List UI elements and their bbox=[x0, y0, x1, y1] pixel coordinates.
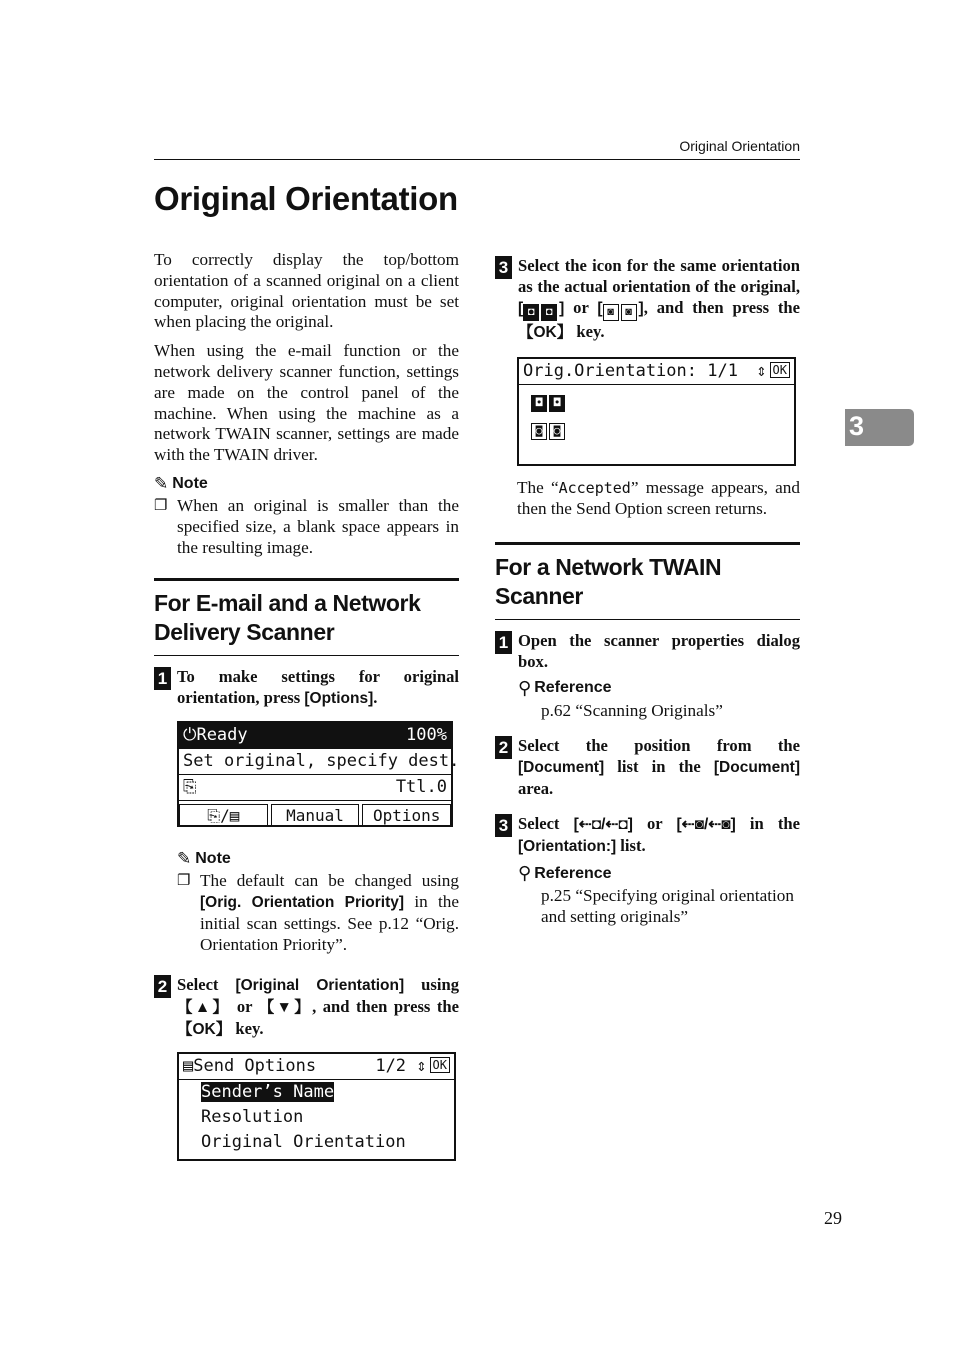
note-label: Note bbox=[172, 474, 208, 492]
lcd-message-row: Set original, specify dest. bbox=[179, 748, 451, 774]
twain-step-2 bbox=[495, 735, 800, 799]
left-orientation-icon: ◙ bbox=[549, 423, 565, 440]
step-text: Select the position from the [Document] list in the [Document] area. bbox=[518, 736, 800, 799]
reference-heading: ⚲ Reference bbox=[518, 863, 612, 884]
reference-heading: ⚲ Reference bbox=[518, 677, 612, 698]
reference-text-2: p.25 “Specifying original orientation and setting originals” bbox=[541, 886, 794, 927]
step-text: To make settings for original orientation, press [Options]. bbox=[177, 667, 459, 708]
list-icon: ▤ bbox=[183, 1055, 194, 1076]
step-text: Select [Original Orientation] using 【▲】 or 【▼】, and then press the 【OK】 key. bbox=[177, 974, 459, 1038]
step-2 bbox=[154, 974, 459, 1040]
note-item bbox=[154, 496, 459, 558]
ok-icon: OK bbox=[770, 362, 790, 378]
right-column bbox=[495, 255, 800, 928]
left-orientation-icon: ◙ bbox=[603, 304, 619, 321]
header-rule bbox=[154, 159, 800, 160]
lcd-orientation-option-left[interactable] bbox=[519, 413, 794, 441]
step-number: 2 bbox=[154, 975, 171, 998]
intro-paragraph-1: To correctly display the top/bottom orientation of a scanned original on a client computer, original orientation must be set when placing the original. bbox=[154, 250, 459, 332]
twain-step-3 bbox=[495, 813, 800, 857]
lcd-ready-screen bbox=[177, 721, 460, 827]
lcd-header-row: Orig.Orientation: 1/1 ⇕ OK bbox=[519, 359, 794, 385]
reference-text-1: p.62 “Scanning Originals” bbox=[541, 700, 723, 720]
portrait-orientation-icons: [⇠◘/⇠◘] bbox=[573, 816, 633, 834]
up-down-icon: ⇕ bbox=[756, 361, 767, 381]
lcd-item-original-orientation[interactable]: Original Orientation bbox=[201, 1131, 406, 1152]
note-heading bbox=[154, 474, 459, 494]
note-text: When an original is smaller than the specified size, a blank space appears in the resulting image. bbox=[177, 495, 459, 557]
checkbox-icon: ❐ bbox=[177, 873, 191, 890]
landscape-orientation-icons: [⇠◙/⇠◙] bbox=[676, 816, 736, 834]
lcd-send-options bbox=[177, 1052, 456, 1161]
pencil-icon: ✎ bbox=[177, 849, 192, 869]
page-title: Original Orientation bbox=[154, 180, 458, 217]
step-1 bbox=[154, 666, 459, 709]
running-head: Original Orientation bbox=[679, 138, 800, 154]
left-column bbox=[154, 250, 459, 1161]
top-orientation-icon: ◘ bbox=[523, 304, 539, 321]
lcd-item-senders-name[interactable]: Sender’s Name bbox=[201, 1081, 335, 1102]
softkey-options[interactable]: Options bbox=[362, 804, 451, 827]
step-number: 3 bbox=[495, 814, 512, 837]
key-icon: ⚲ bbox=[518, 677, 532, 698]
top-orientation-icon: ◘ bbox=[531, 395, 547, 412]
address-book-icon: ⎘/▤ bbox=[207, 806, 240, 826]
lcd-orientation-option-top[interactable] bbox=[519, 385, 794, 413]
lcd-item-resolution[interactable]: Resolution bbox=[201, 1106, 304, 1127]
left-orientation-icon: ◙ bbox=[621, 304, 637, 321]
up-down-icon: ⇕ bbox=[416, 1055, 427, 1076]
scan-icon: ⎘ bbox=[183, 777, 197, 798]
softkey-manual[interactable]: Manual bbox=[271, 804, 360, 827]
note-heading-2: ✎ Note bbox=[177, 849, 231, 869]
step-number: 1 bbox=[495, 631, 512, 654]
accepted-message-text: The “Accepted” message appears, and then the Send Option screen returns. bbox=[517, 478, 800, 518]
intro-paragraph-2: When using the e-mail function or the network delivery scanner function, settings are made on the control panel of the machine. When using the machine as a network TWAIN scanner, settings are made with the TWAIN driver. bbox=[154, 341, 459, 465]
section-heading-twain: For a Network TWAIN Scanner bbox=[495, 553, 722, 609]
step-text: Select [⇠◘/⇠◘] or [⇠◙/⇠◙] in the [Orientation:] list. bbox=[518, 814, 800, 856]
power-icon: ⏻ bbox=[183, 725, 197, 746]
page-number: 29 bbox=[824, 1208, 842, 1228]
section-rule-top bbox=[495, 542, 800, 545]
step-3 bbox=[495, 255, 800, 343]
key-icon: ⚲ bbox=[518, 863, 532, 884]
checkbox-icon: ❐ bbox=[154, 497, 168, 514]
twain-step-1 bbox=[495, 630, 800, 672]
left-orientation-icon: ◙ bbox=[531, 423, 547, 440]
step-number: 3 bbox=[495, 256, 512, 279]
step-number: 2 bbox=[495, 736, 512, 759]
section-heading-email: For E-mail and a Network Delivery Scanner bbox=[154, 590, 421, 646]
note-item-2: ❐ The default can be changed using [Orig. Orientation Priority] in the initial scan settings. See p.12 “Orig. Orientation Priority”. bbox=[177, 871, 459, 954]
softkey-destination[interactable] bbox=[179, 804, 268, 827]
lcd-total-row: ⎘ Ttl.0 bbox=[179, 774, 451, 800]
top-orientation-icon: ◘ bbox=[541, 304, 557, 321]
lcd-status-row: ⏻Ready 100% bbox=[179, 723, 451, 748]
lcd-header-row: ▤Send Options 1/2 ⇕ OK bbox=[179, 1054, 454, 1080]
chapter-tab bbox=[845, 409, 914, 446]
step-text: Select the icon for the same orientation as the actual orientation of the original, [ ◘ ◘ ] or [ ◙ ◙ ], and then press the 【OK】 key. bbox=[518, 256, 800, 341]
section-rule-top bbox=[154, 578, 459, 581]
pencil-icon: ✎ bbox=[154, 473, 169, 493]
ok-icon: OK bbox=[430, 1057, 450, 1073]
step-text: Open the scanner properties dialog box. bbox=[518, 630, 800, 671]
chapter-number: 3 bbox=[849, 411, 865, 441]
top-orientation-icon: ◘ bbox=[549, 395, 565, 412]
lcd-orig-orientation bbox=[517, 357, 796, 466]
step-number: 1 bbox=[154, 667, 171, 690]
lcd-softkeys bbox=[179, 800, 451, 827]
